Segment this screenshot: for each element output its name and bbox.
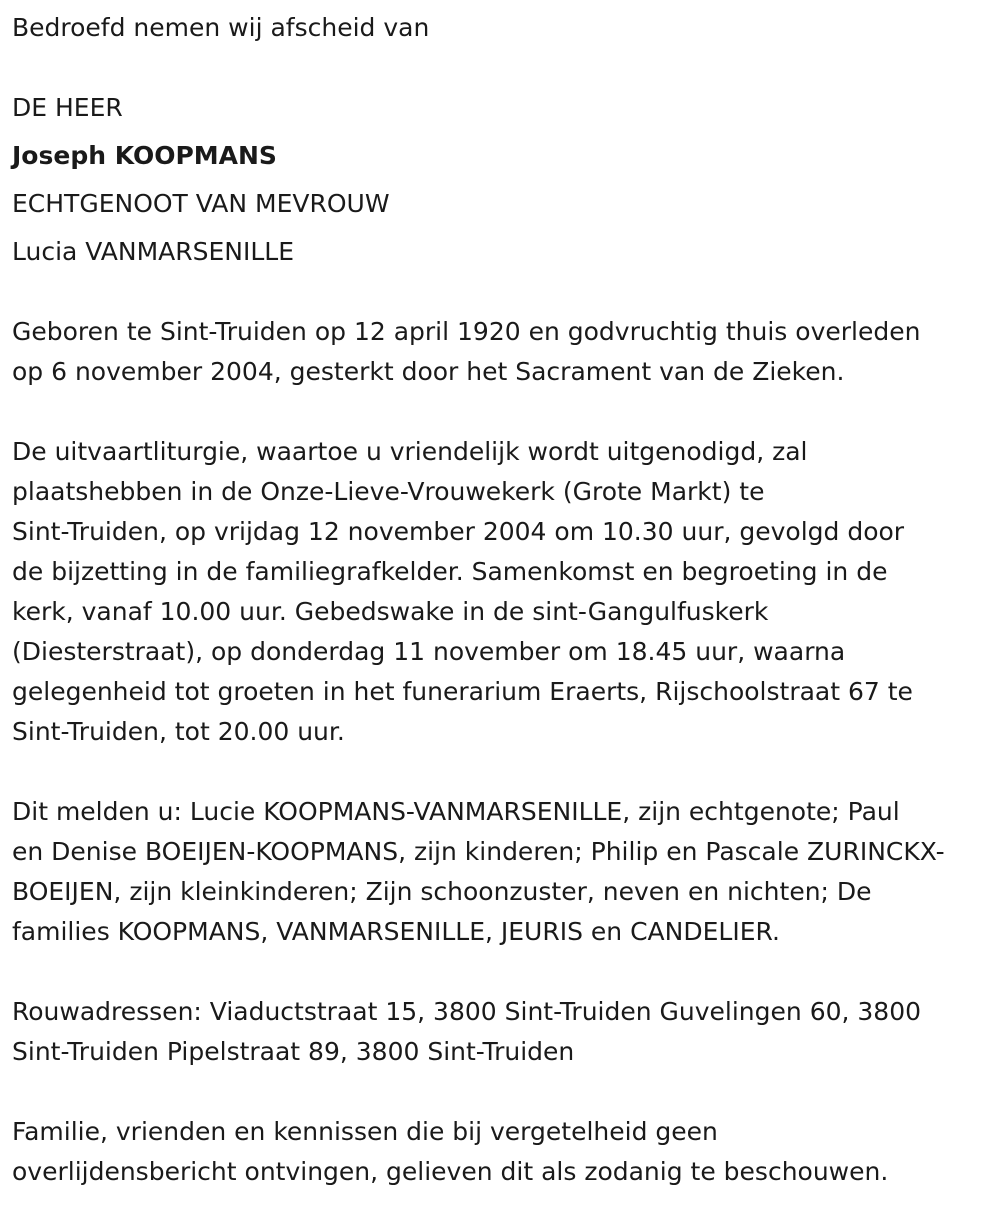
paragraph-line: Sint-Truiden Pipelstraat 89, 3800 Sint-Truiden: [12, 1037, 575, 1066]
paragraph-line: Sint-Truiden, tot 20.00 uur.: [12, 717, 345, 746]
paragraph-line: en Denise BOEIJEN-KOOPMANS, zijn kinderen; Philip en Pascale ZURINCKX-: [12, 837, 945, 866]
deceased-title: DE HEER: [12, 93, 123, 122]
birth-death-paragraph: [12, 312, 988, 392]
paragraph-line: (Diesterstraat), op donderdag 11 november om 18.45 uur, waarna: [12, 637, 846, 666]
spouse-name: Lucia VANMARSENILLE: [12, 237, 295, 266]
paragraph-line: Dit melden u: Lucie KOOPMANS-VANMARSENILLE, zijn echtgenote; Paul: [12, 797, 900, 826]
paragraph-line: Geboren te Sint-Truiden op 12 april 1920 en godvruchtig thuis overleden: [12, 317, 921, 346]
paragraph-line: families KOOPMANS, VANMARSENILLE, JEURIS en CANDELIER.: [12, 917, 780, 946]
paragraph-line: Familie, vrienden en kennissen die bij vergetelheid geen: [12, 1117, 718, 1146]
spouse-label: ECHTGENOOT VAN MEVROUW: [12, 189, 390, 218]
paragraph-line: Sint-Truiden, op vrijdag 12 november 2004 om 10.30 uur, gevolgd door: [12, 517, 905, 546]
paragraph-line: kerk, vanaf 10.00 uur. Gebedswake in de sint-Gangulfuskerk: [12, 597, 769, 626]
addresses-paragraph: [12, 992, 988, 1072]
paragraph-line: overlijdensbericht ontvingen, gelieven dit als zodanig te beschouwen.: [12, 1157, 889, 1186]
paragraph-line: BOEIJEN, zijn kleinkinderen; Zijn schoonzuster, neven en nichten; De: [12, 877, 872, 906]
announcers-paragraph: [12, 792, 988, 952]
deceased-name: Joseph KOOPMANS: [12, 141, 277, 170]
paragraph-line: De uitvaartliturgie, waartoe u vriendelijk wordt uitgenodigd, zal: [12, 437, 808, 466]
funeral-paragraph: [12, 432, 988, 752]
paragraph-line: plaatshebben in de Onze-Lieve-Vrouwekerk (Grote Markt) te: [12, 477, 765, 506]
paragraph-line: Rouwadressen: Viaductstraat 15, 3800 Sint-Truiden Guvelingen 60, 3800: [12, 997, 922, 1026]
deceased-block: [12, 84, 988, 276]
paragraph-line: de bijzetting in de familiegrafkelder. Samenkomst en begroeting in de: [12, 557, 888, 586]
intro-line: Bedroefd nemen wij afscheid van: [12, 13, 430, 42]
closing-paragraph: [12, 1112, 988, 1192]
paragraph-line: gelegenheid tot groeten in het funerarium Eraerts, Rijschoolstraat 67 te: [12, 677, 913, 706]
paragraph-line: op 6 november 2004, gesterkt door het Sacrament van de Zieken.: [12, 357, 845, 386]
